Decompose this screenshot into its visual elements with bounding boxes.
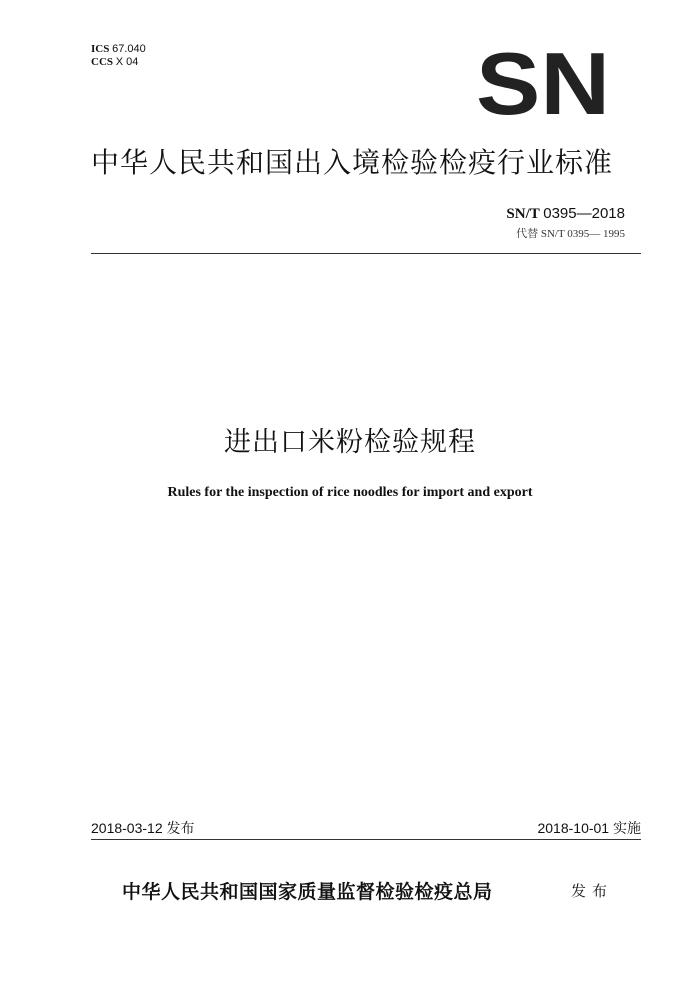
issue-date: 2018-03-12 发布 — [91, 820, 195, 836]
ccs-value: X 04 — [115, 56, 139, 68]
sn-logo — [476, 50, 610, 116]
top-divider — [91, 253, 641, 254]
replaces-standard: 代替 SN/T 0395— 1995 — [516, 228, 625, 240]
bottom-divider — [91, 839, 641, 840]
document-title-english: Rules for the inspection of rice noodles for import and export — [167, 485, 533, 500]
publisher-name: 中华人民共和国国家质量监督检验检疫总局 — [122, 881, 493, 903]
ics-value: 67.040 — [112, 43, 146, 55]
ics-code — [91, 43, 146, 56]
standard-number-block — [506, 205, 625, 241]
ccs-code — [91, 56, 146, 69]
ccs-label: CCS — [91, 56, 114, 68]
issuing-standard-category: 中华人民共和国出入境检验检疫行业标准 — [91, 146, 614, 179]
implementation-date: 2018-10-01 实施 — [537, 820, 641, 836]
standard-prefix: SN/T — [506, 206, 540, 222]
standard-number-value: 0395—2018 — [543, 205, 625, 222]
classification-codes — [91, 43, 146, 69]
sn-logo-text: SN — [476, 50, 610, 116]
standard-number — [506, 205, 625, 223]
ics-label: ICS — [91, 43, 110, 55]
document-title-chinese: 进出口米粉检验规程 — [224, 427, 476, 458]
publish-action: 发布 — [571, 882, 614, 900]
